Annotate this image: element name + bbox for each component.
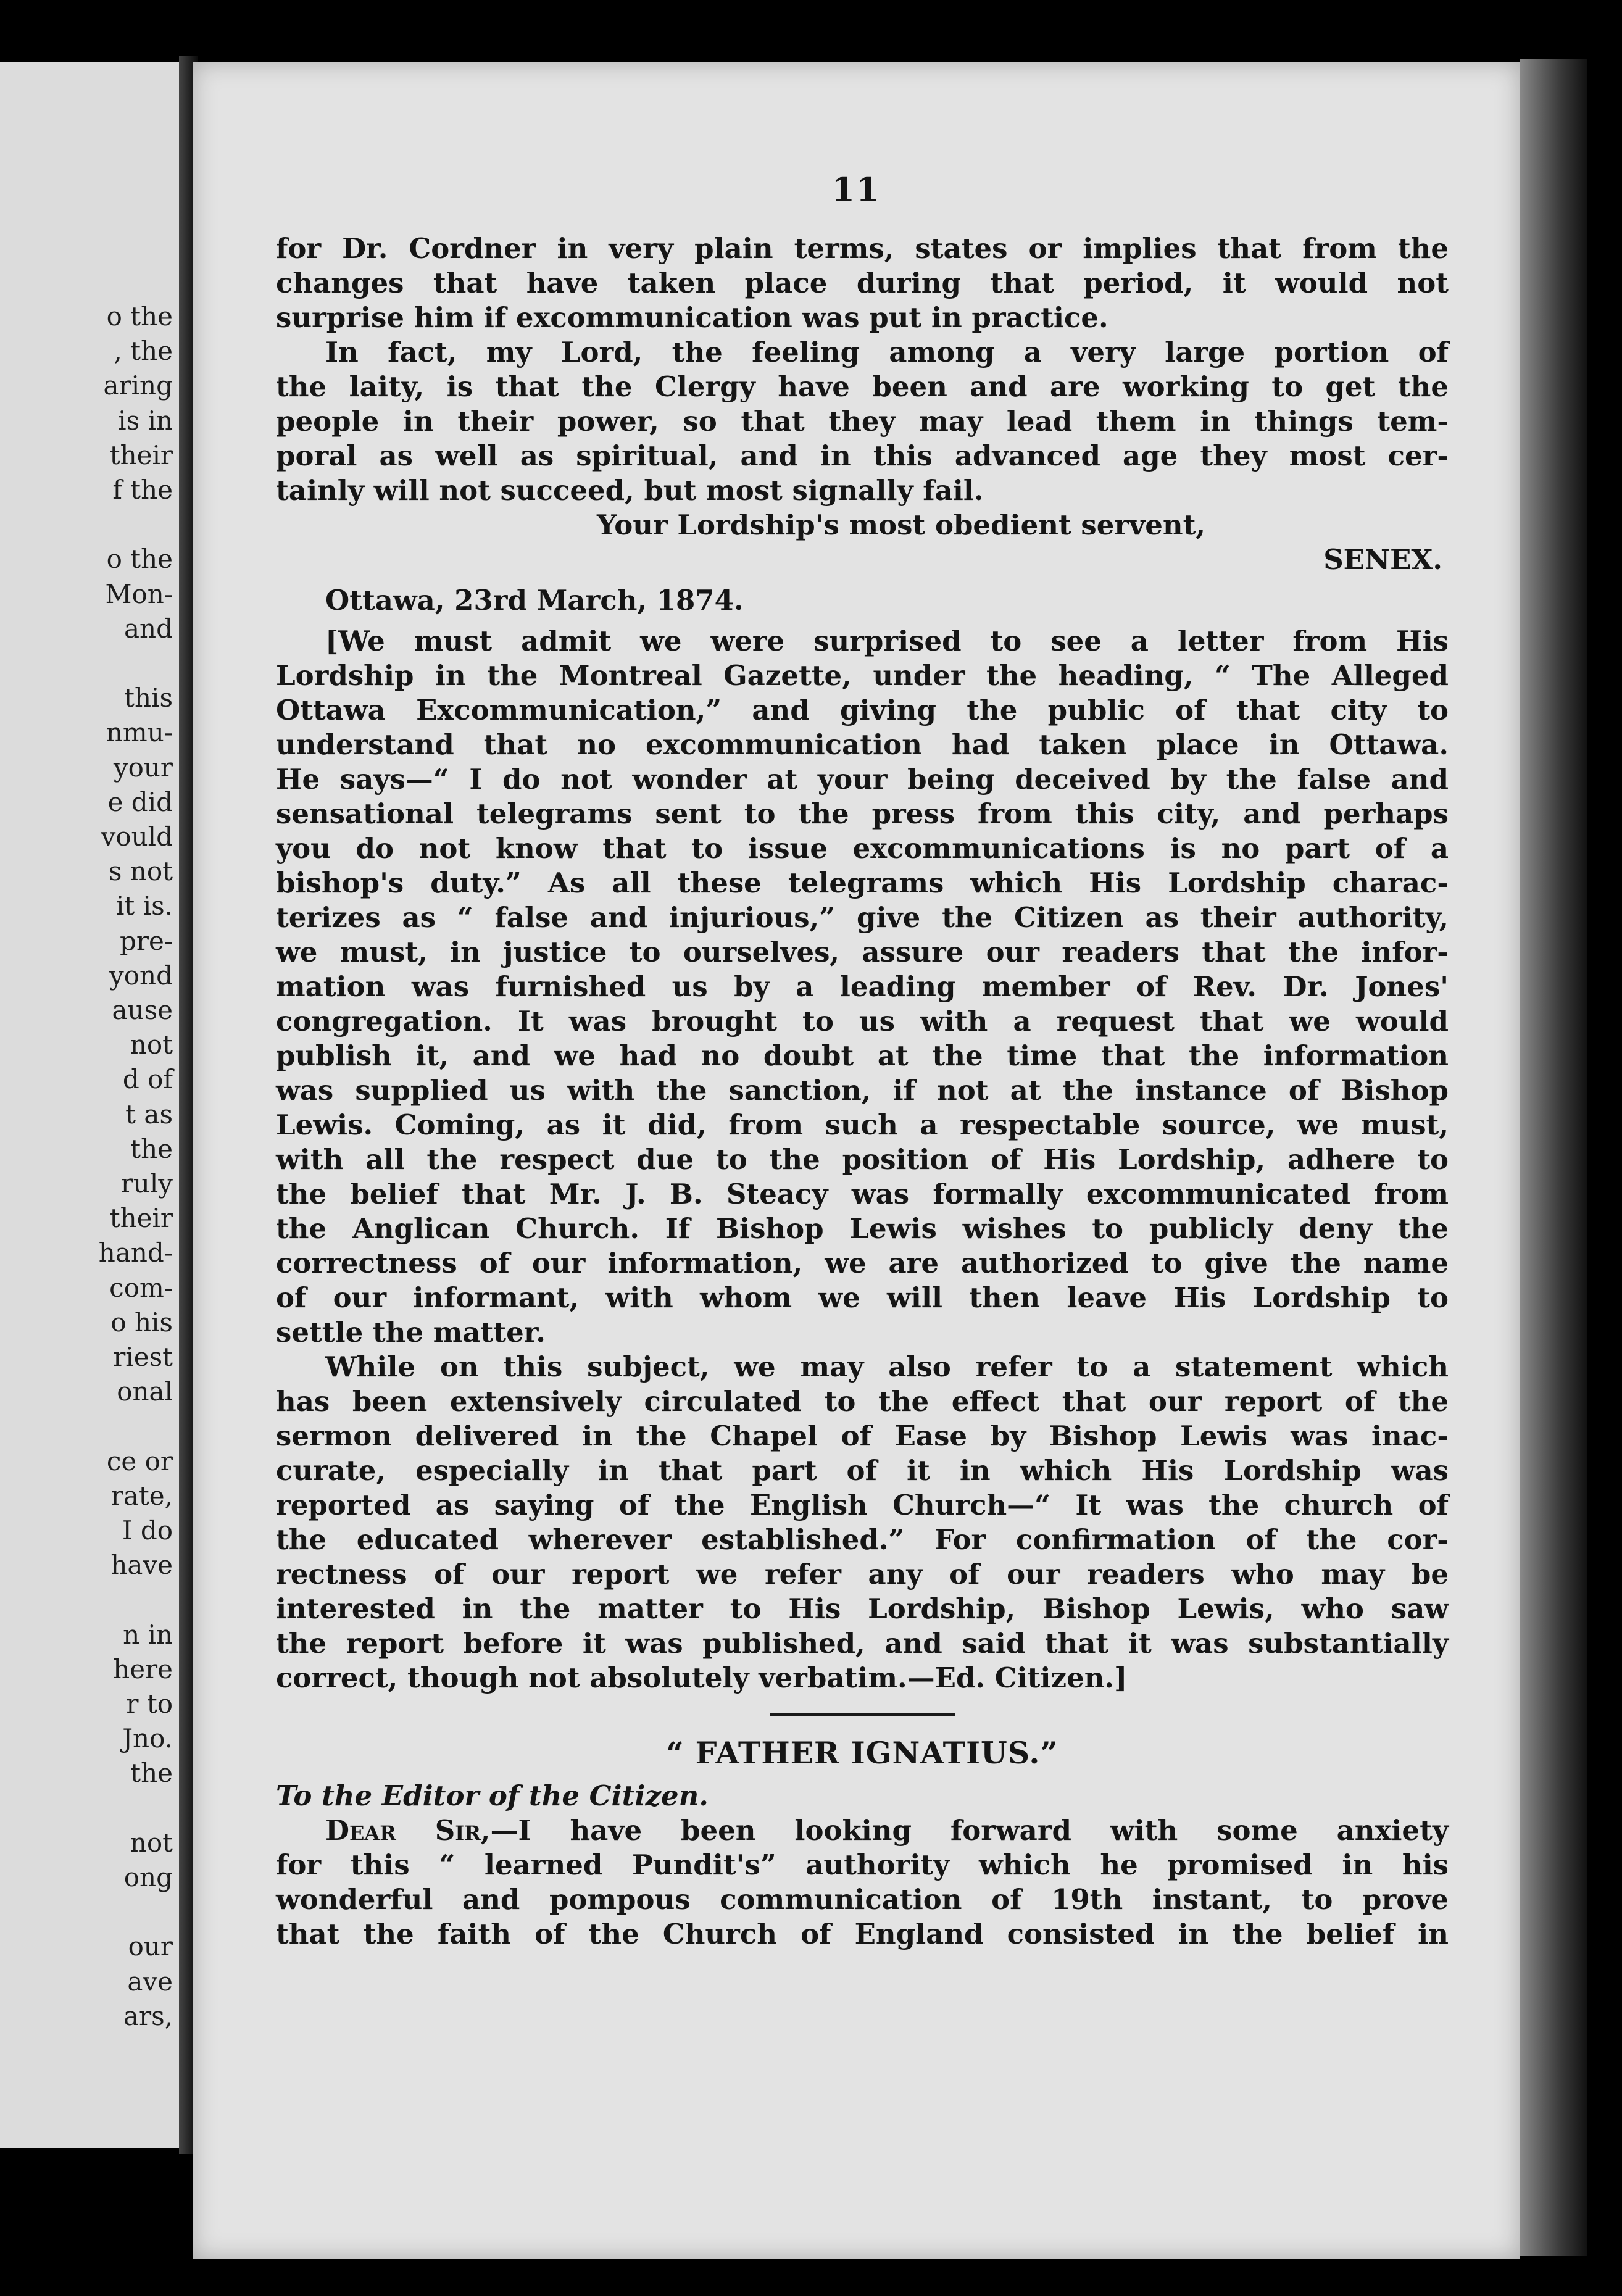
facing-page-fragment: , the <box>114 336 173 367</box>
letter-closing: Your Lordship's most obedient servent, <box>597 509 1206 541</box>
facing-page-fragment: Mon- <box>105 578 173 609</box>
facing-page-fragment: com- <box>109 1272 173 1303</box>
facing-page-fragment: o the <box>106 544 173 575</box>
facing-page-fragment: onal <box>117 1376 173 1407</box>
editorial-line: sermon delivered in the Chapel of Ease by Bishop Lewis was inac- <box>276 1420 1449 1452</box>
article-line: wonderful and pompous communication of 19th instant, to prove <box>276 1883 1449 1916</box>
editorial-line: settle the matter. <box>276 1316 546 1349</box>
facing-page-fragment: our <box>128 1931 173 1962</box>
facing-page-fragment: o the <box>106 301 173 331</box>
page-number: 11 <box>831 170 881 209</box>
editorial-line: He says—“ I do not wonder at your being deceived by the false and <box>276 763 1449 796</box>
facing-page-edge <box>0 62 179 2148</box>
letter-line: In fact, my Lord, the feeling among a very large portion of <box>325 336 1449 368</box>
facing-page-fragment: hand- <box>98 1237 173 1268</box>
facing-page-fragment: not <box>130 1827 173 1858</box>
facing-page-fragment: ave <box>127 1966 173 1997</box>
article-address: To the Editor of the Citizen. <box>276 1779 709 1812</box>
editorial-line: Lewis. Coming, as it did, from such a respectable source, we must, <box>276 1108 1449 1141</box>
facing-page-fragment: not <box>130 1029 173 1060</box>
facing-page-fragment: Jno. <box>122 1723 173 1754</box>
editorial-line: rectness of our report we refer any of our readers who may be <box>276 1558 1449 1591</box>
article-line-text: —I have been looking forward with some anxiety <box>490 1814 1449 1847</box>
booklet-edge <box>1520 59 1587 2256</box>
editorial-line: has been extensively circulated to the effect that our report of the <box>276 1385 1449 1418</box>
editorial-line: with all the respect due to the position of His Lordship, adhere to <box>276 1143 1449 1176</box>
facing-page-fragment: f the <box>112 475 173 505</box>
editorial-line: the Anglican Church. If Bishop Lewis wishes to publicly deny the <box>276 1212 1449 1245</box>
editorial-line: [We must admit we were surprised to see a letter from His <box>325 625 1449 657</box>
article-line: that the faith of the Church of England consisted in the belief in <box>276 1918 1449 1950</box>
facing-page-fragment: I do <box>122 1515 173 1545</box>
facing-page-fragment: is in <box>118 405 173 436</box>
editorial-line: correctness of our information, we are authorized to give the name <box>276 1247 1449 1279</box>
editorial-line: Ottawa Excommunication,” and giving the public of that city to <box>276 694 1449 726</box>
facing-page-fragment: ce or <box>106 1445 173 1476</box>
article-line <box>276 1813 1449 1848</box>
editorial-line: reported as saying of the English Church—“ It was the church of <box>276 1489 1449 1521</box>
letter-line: tainly will not succeed, but most signally fail. <box>276 474 984 507</box>
article-line: for this “ learned Pundit's” authority which he promised in his <box>276 1849 1449 1881</box>
letter-line: the laity, is that the Clergy have been and are working to get the <box>276 370 1449 403</box>
facing-page-fragment: yond <box>109 960 173 991</box>
editorial-line: of our informant, with whom we will then leave His Lordship to <box>276 1281 1449 1314</box>
document-page <box>193 62 1520 2259</box>
facing-page-fragment: o his <box>110 1307 173 1337</box>
facing-page-fragment: your <box>113 752 173 783</box>
editorial-line: the educated wherever established.” For confirmation of the cor- <box>276 1523 1449 1556</box>
facing-page-fragment: e did <box>107 786 173 817</box>
facing-page-fragment: pre- <box>119 925 173 956</box>
letter-line: changes that have taken place during that period, it would not <box>276 267 1449 299</box>
facing-page-fragment: their <box>109 1203 173 1234</box>
editorial-line: we must, in justice to ourselves, assure our readers that the infor- <box>276 936 1449 968</box>
editorial-last-line: correct, though not absolutely verbatim.—Ed. Citizen.] <box>276 1662 1128 1694</box>
facing-page-fragment: their <box>109 439 173 470</box>
editorial-line: you do not know that to issue excommunications is no part of a <box>276 832 1449 865</box>
facing-page-fragment: d of <box>122 1064 173 1095</box>
letter-dateline: Ottawa, 23rd March, 1874. <box>325 584 744 617</box>
letter-line: people in their power, so that they may lead them in things tem- <box>276 405 1449 438</box>
facing-page-fragment: n in <box>123 1619 173 1650</box>
facing-page-fragment: this <box>124 683 173 713</box>
facing-page-fragment: s not <box>108 856 173 887</box>
editorial-line: the belief that Mr. J. B. Steacy was formally excommunicated from <box>276 1178 1449 1210</box>
editorial-line: terizes as “ false and injurious,” give the Citizen as their authority, <box>276 901 1449 934</box>
editorial-line: understand that no excommunication had taken place in Ottawa. <box>276 728 1449 761</box>
editorial-line: mation was furnished us by a leading member of Rev. Dr. Jones' <box>276 970 1449 1003</box>
facing-page-fragment: here <box>113 1653 173 1684</box>
editorial-line: the report before it was published, and said that it was substantially <box>276 1627 1449 1660</box>
letter-line: poral as well as spiritual, and in this advanced age they most cer- <box>276 439 1449 472</box>
facing-page-fragment: riest <box>113 1342 173 1372</box>
editorial-line: curate, especially in that part of it in which His Lordship was <box>276 1454 1449 1487</box>
facing-page-fragment: have <box>110 1550 173 1581</box>
facing-page-fragment: t as <box>125 1099 173 1129</box>
editorial-line: While on this subject, we may also refer to a statement which <box>325 1350 1449 1383</box>
facing-page-fragment: ars, <box>123 2000 173 2031</box>
facing-page-fragment: it is. <box>116 891 173 921</box>
facing-page-fragment: vould <box>101 821 173 852</box>
editorial-line: publish it, and we had no doubt at the time that the information <box>276 1039 1449 1072</box>
letter-line: for Dr. Cordner in very plain terms, states or implies that from the <box>276 232 1449 265</box>
editorial-line: congregation. It was brought to us with a request that we would <box>276 1005 1449 1038</box>
editorial-line: bishop's duty.” As all these telegrams which His Lordship charac- <box>276 867 1449 899</box>
letter-line: surprise him if excommunication was put in practice. <box>276 301 1108 334</box>
facing-page-fragment: aring <box>103 370 173 401</box>
page-body <box>276 231 1449 1952</box>
article-salutation: Dear Sir, <box>325 1814 491 1847</box>
facing-page-fragment: the <box>130 1758 173 1789</box>
facing-page-fragment: and <box>124 613 173 644</box>
letter-signature: SENEX. <box>1323 543 1442 576</box>
article-heading: “ FATHER IGNATIUS.” <box>666 1735 1058 1771</box>
facing-page-fragment: r to <box>126 1689 173 1719</box>
editorial-line: Lordship in the Montreal Gazette, under the heading, “ The Alleged <box>276 659 1449 692</box>
facing-page-fragment: the <box>130 1133 173 1164</box>
editorial-line: interested in the matter to His Lordship, Bishop Lewis, who saw <box>276 1592 1449 1625</box>
facing-page-fragment: nmu- <box>106 717 173 748</box>
section-divider <box>770 1713 955 1716</box>
editorial-line: was supplied us with the sanction, if not at the instance of Bishop <box>276 1074 1449 1107</box>
facing-page-fragment: rate, <box>110 1480 173 1511</box>
editorial-line: sensational telegrams sent to the press from this city, and perhaps <box>276 797 1449 830</box>
facing-page-fragment: ause <box>112 995 173 1025</box>
facing-page-fragment: ruly <box>120 1168 173 1199</box>
facing-page-fragment: ong <box>123 1862 173 1892</box>
